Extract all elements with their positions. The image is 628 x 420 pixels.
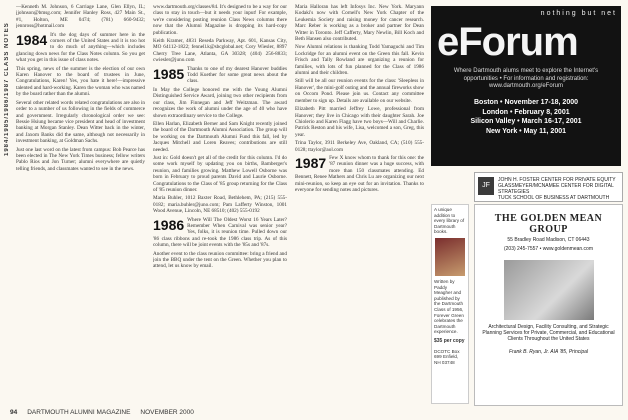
class-1984-website-note: www.dartmouth.org/classes/84. It's designed to be a way for our class to stay in touch—but it needs your input! For example, we're considering posting reunion Class News columns there now that the Alumni Magazine is dropping its hard-copy publication. [153, 4, 287, 36]
tuck-centers-ad [474, 172, 623, 202]
class-notes-column-3 [295, 4, 424, 396]
class-1984-paragraph: This spring, news of the summer is the election of our own Karen Hanover to the board of trustees in June, Congratulations, Karen! Yes, you hate it here!—impressive talented and hard-working. Karen the woman who was named by the board rather than the alumni. [16, 65, 145, 98]
issue-date: NOVEMBER 2000 [140, 409, 194, 416]
class-1984-paragraph: Just one last word on the latest from campus: Bob Pearce has been elected in The New York Times business; fellow writers Pablo Rios and Jon Turner; alumni everywhere are quietly telling friends, and classmates wanted to see in the news. [16, 146, 145, 172]
book-ad-body: Written by Paddy Meagher and published by the Dartmouth Class of 1956, Forever Green celebrates the Dartmouth experience. [434, 278, 464, 335]
class-1986-paragraph: Another event to the class reunion committee: bring a friend and join the BBQ under the tent on the Green. Whether you plan to attend, let us know by email. [153, 250, 287, 270]
eforum-ad[interactable] [431, 6, 621, 166]
eforum-banner-text: nothing but net [540, 10, 617, 17]
class-1985-paragraph: In May the College honored me with the Young Alumni Distinguished Service Award, joining two other recipients from our class, Jim Finnegan and Jeff Weitzman. The award recognizes the work of alumni under the age of 40 who have shown extraordinary service to the College. [153, 86, 287, 119]
eforum-date-item: Boston • November 17-18, 2000 [474, 99, 578, 106]
class-1985-secretary-contact: Maria Buhler, 1012 Baxter Road, Bethlehem, PA; (215) 555-0182; maria.buhler@juno.com; Pam Lafferty Winston, 1001 Wood Avenue, Lincoln, NE 68510; (402) 555-0192 [153, 195, 287, 215]
class-1985-paragraph: Just in: Gold doesn't get all of the credit for this column. I'd do some work myself by updating you on births, Bamberger's reunion, and families growing. Matthew Lowell Osborne was born in February to proud parents David and Laurie Osborne. Congratulations to the Class of '85 group returning for the Class of '85 reunion dinner. [153, 154, 287, 193]
class-1986-secretary-contact: Trina Taylor, 3911 Berkeley Ave, Oakland, CA; (510) 555-0128; ttaylor@aol.com [295, 140, 424, 153]
class-year-heading-1984: 1984 [16, 31, 48, 48]
class-1986-paragraph: Where Will The Oldest Worst 16 Years Later? Remember When Carnival was senior year? Yes, folks, it is reunion time. Pulled down our '86 class ribbons and re-took the 1986 class trip. As of this column, there will be joint events with the '85s and '87s. [153, 216, 287, 249]
class-1984-secretary-contact: Keith Kramer, 4831 Reseda Parkway, Apt. 601, Kansas City, MO 64112-1822; fennell.k@sbcglobal.net; Cory Wiesler, 8897 Cherry Tree Lane, Atlanta, GA 30328; (404) 256-8833; cwiesler@juno.com [153, 38, 287, 64]
eforum-title: eForum [437, 20, 578, 64]
class-1987-paragraph: Few X know whom to thank for this one: the '87 reunion dinner was a huge success, with more than 150 classmates attending. Ed Bennett, Renee Mathers and Chris Lu are organizing our next mini-reunion, so keep an eye out for an invitation. Thanks to everyone for sending notes and pictures. [295, 154, 424, 193]
class-notes-column-2 [153, 4, 287, 396]
book-cover-image [435, 238, 465, 276]
class-1985-paragraph: Thanks to one of my dearest Hanover buddies Todd Kuether for some great news about the class. [187, 65, 287, 85]
eforum-date-item: New York • May 11, 2001 [485, 127, 567, 135]
magazine-name: DARTMOUTH ALUMNI MAGAZINE [27, 409, 131, 416]
class-1986-paragraph: Elizabeth Pitt married Jeffrey Lowe, professional from Hanover; they live in Chicago with their daughter Sarah. Joe Chiolerio and Karen Flagg have two boys—Will and Charlie. Patrick Reston and his wife, Lisa, welcomed a son, Greg, this year. [295, 106, 424, 138]
glassmeyer-center-line: GLASSMEYER/MCNAMEE CENTER FOR DIGITAL STRATEGIES [498, 183, 614, 195]
class-1984-paragraph: Several other related words related congratulations are also in order to a number of us following in the fields of commerce and government. Irregularly chronological order we see: Bessie Hsiung became vice president and head of investment banking at Morgan Stanley. Dean Witter back in the winter, and Jaxom Banks did the same, although not necessarily in investment banking, at Goldman Sachs. [16, 99, 145, 145]
book-price: $35 per copy [434, 337, 465, 344]
foster-logo: JF [478, 177, 494, 195]
class-1985-paragraph: Ellen Harlan, Elizabeth Berner and Sam Knight recently joined the board of the Dartmouth Alumni Association. The group will be working on the Dartmouth Alumni Fund this fall, led by Jacques Mitchell and Loren Reaves; contributions are still needed. [153, 120, 287, 153]
class-1983-contact: —Kenneth M. Johnson, 6 Carriage Lane, Glen Ellyn, IL; jjohnson@bmsg.com; Jennifer Hanley Ross, 427 Main St., #1, Holton, ME 0474; (781) 660-9432; jennross@hotmail.com [16, 4, 145, 30]
eforum-dates-list [437, 98, 615, 136]
class-notes-column-1 [16, 4, 145, 396]
tuck-school-line: TUCK SCHOOL OF BUSINESS AT DARTMOUTH [498, 195, 610, 201]
class-year-heading-1986: 1986 [153, 216, 185, 233]
building-photo [504, 260, 594, 320]
class-year-heading-1985: 1985 [153, 65, 185, 82]
book-order-address: DCOTC Box 699 Enfield, NH 03748 [434, 348, 460, 365]
class-notes-vertical-label: 1984/1985/1986/1987 CLASS NOTES [4, 22, 10, 156]
page-footer [10, 409, 430, 416]
class-1986-paragraph: Still will be all our reunion events for the class: 'Sleepless in Hanover', the mini-golf outing and the annual fireworks show on Occom Pond. Please join us. Contact any committee member to sign up. Details are available on our website. [295, 78, 424, 104]
foster-center-line: JOHN H. FOSTER CENTER FOR PRIVATE EQUITY [498, 177, 616, 183]
class-1984-paragraph: It's the dog days of summer here in the corners of the United States and it is too hot to do much of anything—which includes glancing down news for the Class Notes column. So you get what you get in this issue of class notes. [16, 31, 145, 64]
page-number: 94 [10, 409, 18, 416]
eforum-date-item: London • February 8, 2001 [482, 108, 570, 116]
eforum-tagline: Where Dartmouth alums meet to explore the Internet's opportunities • For information and registration: www.dartmouth.org/eForum [453, 68, 599, 89]
golden-mean-principal: Frank B. Ryan, Jr. AIA '85, Principal [508, 348, 589, 355]
golden-mean-phone: (203) 245-7557 • www.goldenmean.com [503, 245, 594, 252]
book-ad-headline: A unique addition to every library of Dartmouth books. [434, 207, 465, 235]
golden-mean-address: 55 Bradley Road Madison, CT 06443 [507, 237, 590, 243]
class-year-heading-1987: 1987 [295, 154, 327, 171]
golden-mean-services: Architectural Design, Facility Consulting, and Strategic Planning Services for Private, Commercial, and Educational Clients Throughout the United States [482, 324, 615, 343]
forever-green-book-ad [431, 204, 469, 404]
golden-mean-title: THE GOLDEN MEAN GROUP [494, 213, 603, 235]
tuck-centers-text [498, 177, 618, 201]
class-1986-paragraph: Maria Halloran has left Infosys Inc. New York. Maryann Kodaki's now with Cornell's New York Chapter of the Leukemia Society and raising money for cancer research. Marc Reber is working as a broker and partner for Dean Witter in Toronto. Jeff Cafferty, Mary Newlin, Bill Koch and Beth Hansen also contributed. [295, 4, 424, 43]
eforum-date-item: Silicon Valley • March 16-17, 2001 [470, 118, 582, 125]
golden-mean-group-ad [474, 204, 623, 406]
class-1986-paragraph: Now Alumni relations is thanking Todd Yamaguchi and Tim Lockridge for an alumni event on the Green this fall. Kevin Frisch and Tally Rowland are organizing a reunion for families, with lots of fun planned for the Class of 1986 alumni and their children. [295, 44, 424, 77]
